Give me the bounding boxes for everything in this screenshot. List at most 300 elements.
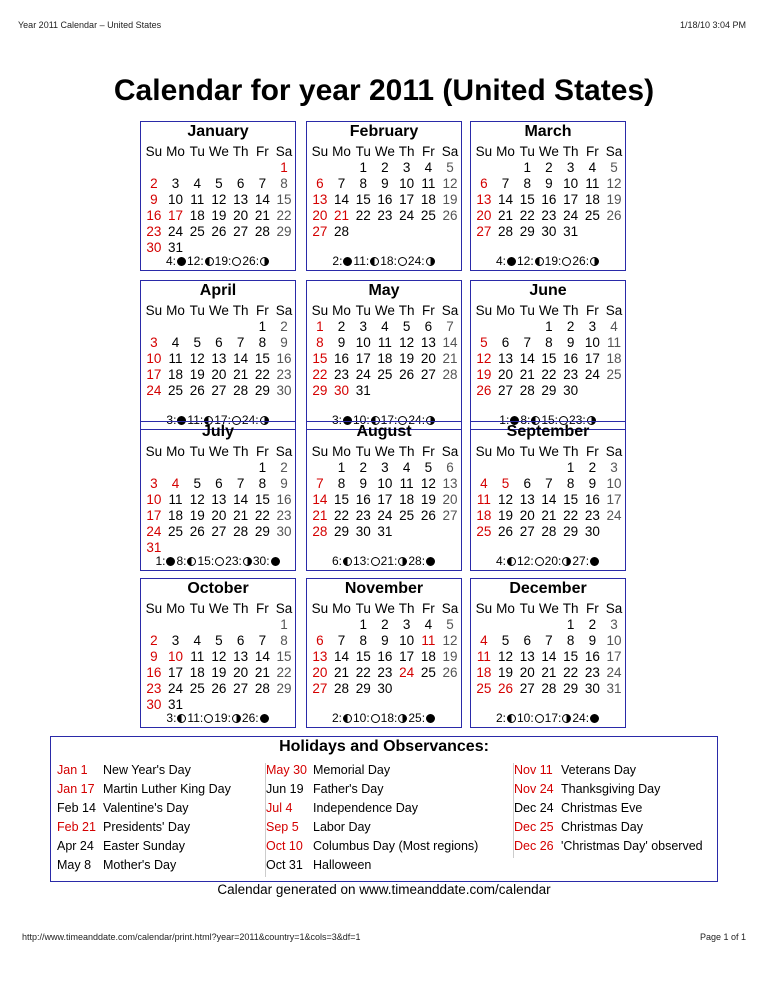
day-cell: 9 <box>588 633 597 648</box>
holiday-date: Feb 14 <box>57 801 96 815</box>
day-cell: 24 <box>606 665 622 680</box>
day-cell: 21 <box>498 208 514 223</box>
holiday-date: Oct 10 <box>266 839 303 853</box>
day-cell: 28 <box>233 524 249 539</box>
moon-phases <box>307 254 461 268</box>
day-cell: 8 <box>337 476 346 491</box>
day-cell: 6 <box>523 476 531 491</box>
moon-phase-date: 4: <box>495 254 506 268</box>
day-cell: 7 <box>545 633 553 648</box>
day-cell: 15 <box>276 192 292 207</box>
day-cell: 14 <box>233 351 249 366</box>
third-moon-icon <box>398 557 407 566</box>
month-january <box>140 121 296 271</box>
day-cell: 14 <box>312 492 328 507</box>
holiday-row <box>514 801 718 820</box>
weekday-label: Mo <box>166 303 185 318</box>
day-cell: 26 <box>420 508 436 523</box>
day-cell: 25 <box>476 681 492 696</box>
weekday-label: Th <box>562 444 579 459</box>
day-cell: 17 <box>399 192 415 207</box>
day-cell: 24 <box>377 508 393 523</box>
moon-phase-date: 8: <box>176 554 187 568</box>
holiday-date: May 8 <box>57 858 92 872</box>
moon-phases <box>307 711 461 725</box>
day-cell: 7 <box>258 633 267 648</box>
day-cell: 30 <box>541 224 557 239</box>
day-cell: 27 <box>519 681 535 696</box>
day-cell: 7 <box>501 176 510 191</box>
holiday-date: Feb 21 <box>57 820 96 834</box>
weekday-label: Su <box>311 444 329 459</box>
moon-phase-date: 8: <box>520 413 531 427</box>
day-cell: 1 <box>359 617 367 632</box>
moon-phase-date: 11: <box>187 413 204 427</box>
day-cell: 6 <box>523 633 531 648</box>
weekday-label: Sa <box>605 444 623 459</box>
weekday-label: Tu <box>355 444 371 459</box>
moon-phase-date: 19: <box>214 711 231 725</box>
day-cell: 16 <box>541 192 557 207</box>
weekday-label: Su <box>475 144 493 159</box>
day-cell: 18 <box>420 649 436 664</box>
day-cell: 25 <box>189 224 205 239</box>
moon-phase-date: 18: <box>380 711 398 725</box>
new-moon-icon <box>166 557 175 566</box>
moon-phase-date: 20: <box>544 554 562 568</box>
day-cell: 6 <box>316 633 324 648</box>
day-cell: 21 <box>233 367 249 382</box>
day-cell: 22 <box>254 508 270 523</box>
weekday-label: Tu <box>519 601 535 616</box>
day-cell: 9 <box>381 176 389 191</box>
holiday-date: Oct 31 <box>266 858 303 872</box>
weekday-label: Th <box>398 303 415 318</box>
day-cell: 25 <box>399 508 415 523</box>
day-cell: 4 <box>381 319 389 334</box>
moon-phases <box>141 711 295 725</box>
moon-phases <box>307 554 461 568</box>
moon-phase-date: 23: <box>225 554 242 568</box>
weekday-label: Fr <box>585 144 599 159</box>
holidays-column-2 <box>265 763 506 877</box>
day-cell: 21 <box>334 665 350 680</box>
day-cell: 6 <box>236 633 245 648</box>
day-cell: 27 <box>519 524 535 539</box>
day-cell: 6 <box>316 176 324 191</box>
day-cell: 2 <box>280 319 288 334</box>
weekday-label: We <box>538 444 559 459</box>
month-february <box>306 121 462 271</box>
day-cell: 17 <box>355 351 371 366</box>
day-cell: 20 <box>233 665 249 680</box>
moon-phase-date: 11: <box>353 254 370 268</box>
day-cell: 22 <box>541 367 557 382</box>
moon-phase-date: 24: <box>408 413 426 427</box>
day-cell: 11 <box>421 633 436 648</box>
holiday-name: Martin Luther King Day <box>103 782 231 796</box>
day-cell: 6 <box>215 335 223 350</box>
moon-phases <box>471 554 625 568</box>
day-cell: 1 <box>359 160 367 175</box>
day-cell: 16 <box>355 492 371 507</box>
day-cell: 7 <box>316 476 324 491</box>
month-july <box>140 421 296 571</box>
day-cell: 30 <box>584 524 600 539</box>
day-cell: 30 <box>276 524 292 539</box>
day-cell: 27 <box>312 224 328 239</box>
moon-phase-date: 17: <box>544 711 562 725</box>
day-cell: 4 <box>588 160 597 175</box>
moon-phase-date: 30: <box>252 554 270 568</box>
weekday-label: Sa <box>441 601 459 616</box>
day-cell: 27 <box>420 367 436 382</box>
day-cell: 4 <box>193 633 201 648</box>
weekday-label: We <box>374 144 395 159</box>
moon-phases <box>471 254 625 268</box>
day-cell: 2 <box>280 460 288 475</box>
day-cell: 23 <box>146 224 162 239</box>
day-cell: 19 <box>399 351 415 366</box>
page-header-title: Year 2011 Calendar – United States <box>18 20 162 30</box>
day-cell: 7 <box>236 335 245 350</box>
holiday-name: Mother's Day <box>103 858 177 872</box>
day-cell: 2 <box>381 617 389 632</box>
holiday-name: Halloween <box>313 858 372 872</box>
day-cell: 12 <box>606 176 622 191</box>
weekday-label: Sa <box>275 601 293 616</box>
moon-phase-date: 24: <box>407 254 425 268</box>
day-cell: 8 <box>258 335 267 350</box>
full-moon-icon <box>232 257 241 266</box>
day-cell: 13 <box>211 492 227 507</box>
day-cell: 20 <box>442 492 458 507</box>
day-cell: 5 <box>446 160 454 175</box>
day-cell: 12 <box>189 492 205 507</box>
weekday-label: We <box>208 444 229 459</box>
holiday-name: Christmas Eve <box>561 801 643 815</box>
day-cell: 20 <box>498 367 514 382</box>
day-cell: 15 <box>563 649 579 664</box>
day-cell: 22 <box>312 367 328 382</box>
day-cell: 13 <box>498 351 514 366</box>
weekday-label: Mo <box>496 601 515 616</box>
holiday-row <box>514 839 718 858</box>
day-cell: 26 <box>606 208 622 223</box>
day-cell: 13 <box>312 649 328 664</box>
day-cell: 3 <box>402 160 411 175</box>
day-cell: 3 <box>359 319 367 334</box>
day-cell: 25 <box>377 367 393 382</box>
moon-phase-date: 10: <box>352 413 370 427</box>
holiday-date: Sep 5 <box>266 820 299 834</box>
first-moon-icon <box>535 257 544 266</box>
day-cell: 25 <box>420 208 436 223</box>
day-cell: 24 <box>399 665 415 680</box>
new-moon-icon <box>343 257 352 266</box>
day-cell: 8 <box>359 176 367 191</box>
day-cell: 26 <box>442 665 458 680</box>
day-cell: 25 <box>168 524 184 539</box>
day-cell: 14 <box>541 492 557 507</box>
weekday-label: We <box>374 601 395 616</box>
day-cell: 8 <box>280 176 288 191</box>
day-cell: 13 <box>519 492 535 507</box>
first-moon-icon <box>343 714 352 723</box>
moon-phases <box>141 254 295 268</box>
day-cell: 2 <box>588 617 597 632</box>
weekday-label: We <box>538 144 559 159</box>
day-cell: 26 <box>476 383 492 398</box>
full-moon-icon <box>535 714 544 723</box>
moon-phase-date: 26: <box>572 254 590 268</box>
day-cell: 10 <box>606 476 622 491</box>
day-cell: 4 <box>610 319 618 334</box>
day-cell: 19 <box>442 649 458 664</box>
day-cell: 30 <box>146 240 162 255</box>
day-cell: 28 <box>541 524 557 539</box>
day-cell: 28 <box>233 383 249 398</box>
holiday-date: Nov 24 <box>514 782 554 796</box>
day-cell: 27 <box>233 224 249 239</box>
weekday-label: Su <box>475 444 493 459</box>
moon-phase-date: 13: <box>352 554 370 568</box>
weekday-label: Sa <box>275 444 293 459</box>
day-cell: 10 <box>146 492 162 507</box>
weekday-label: Tu <box>519 444 535 459</box>
day-cell: 15 <box>312 351 328 366</box>
holiday-date: May 30 <box>266 763 307 777</box>
day-cell: 24 <box>146 524 162 539</box>
day-cell: 5 <box>215 633 223 648</box>
new-moon-icon <box>426 557 435 566</box>
day-cell: 17 <box>584 351 600 366</box>
month-august <box>306 421 462 571</box>
day-cell: 23 <box>584 665 600 680</box>
day-cell: 3 <box>150 335 158 350</box>
first-moon-icon <box>205 257 214 266</box>
holidays-column-1 <box>57 763 257 877</box>
moon-phase-date: 19: <box>544 254 562 268</box>
new-moon-icon <box>426 714 435 723</box>
day-cell: 13 <box>420 335 436 350</box>
weekday-label: Tu <box>355 144 371 159</box>
day-cell: 30 <box>146 697 162 712</box>
weekday-label: Fr <box>585 303 599 318</box>
holiday-row <box>514 820 718 839</box>
first-moon-icon <box>187 557 196 566</box>
weekday-label: Sa <box>441 144 459 159</box>
day-cell: 29 <box>355 681 371 696</box>
day-cell: 21 <box>254 665 270 680</box>
day-cell: 9 <box>150 649 158 664</box>
full-moon-icon <box>371 557 380 566</box>
weekday-label: Tu <box>189 303 205 318</box>
day-cell: 13 <box>519 649 535 664</box>
weekday-label: Th <box>398 144 415 159</box>
day-cell: 25 <box>189 681 205 696</box>
day-cell: 8 <box>566 633 575 648</box>
day-cell: 19 <box>476 367 492 382</box>
day-cell: 23 <box>276 508 292 523</box>
day-cell: 23 <box>377 665 393 680</box>
page-title: Calendar for year 2011 (United States) <box>113 74 655 107</box>
day-cell: 26 <box>211 224 227 239</box>
day-cell: 26 <box>189 524 205 539</box>
day-cell: 22 <box>355 208 371 223</box>
day-cell: 22 <box>563 508 579 523</box>
holiday-row <box>57 782 257 801</box>
day-cell: 29 <box>254 383 270 398</box>
holiday-row <box>57 820 257 839</box>
day-cell: 1 <box>280 160 288 175</box>
day-cell: 13 <box>233 192 249 207</box>
day-cell: 5 <box>480 335 488 350</box>
day-cell: 5 <box>446 617 454 632</box>
day-cell: 16 <box>334 351 350 366</box>
day-cell: 4 <box>193 176 201 191</box>
moon-phase-date: 15: <box>197 554 215 568</box>
month-may <box>306 280 462 430</box>
day-cell: 12 <box>189 351 205 366</box>
holidays-column-3 <box>513 763 718 858</box>
day-cell: 18 <box>476 665 492 680</box>
holiday-date: Apr 24 <box>57 839 94 853</box>
day-cell: 1 <box>337 460 346 475</box>
day-cell: 17 <box>606 492 622 507</box>
weekday-label: Th <box>232 144 249 159</box>
day-cell: 5 <box>610 160 618 175</box>
new-moon-icon <box>507 257 516 266</box>
holiday-date: Jul 4 <box>266 801 293 815</box>
moon-phase-date: 19: <box>214 254 232 268</box>
third-moon-icon <box>562 557 571 566</box>
weekday-label: Fr <box>255 601 269 616</box>
third-moon-icon <box>243 557 252 566</box>
moon-phase-date: 3: <box>166 711 177 725</box>
new-moon-icon <box>260 714 269 723</box>
day-cell: 20 <box>519 508 535 523</box>
day-cell: 10 <box>377 476 393 491</box>
moon-phase-date: 2: <box>495 711 506 725</box>
day-cell: 9 <box>588 476 597 491</box>
day-cell: 21 <box>541 665 557 680</box>
weekday-label: Su <box>475 601 493 616</box>
page-header-timestamp: 1/18/10 3:04 PM <box>679 20 746 30</box>
new-moon-icon <box>590 714 599 723</box>
month-name: August <box>356 423 412 440</box>
day-cell: 19 <box>498 508 514 523</box>
holiday-date: Jun 19 <box>266 782 304 796</box>
holiday-name: Memorial Day <box>313 763 391 777</box>
moon-phase-date: 24: <box>241 413 259 427</box>
day-cell: 24 <box>563 208 579 223</box>
month-october <box>140 578 296 728</box>
day-cell: 30 <box>334 383 350 398</box>
new-moon-icon <box>590 557 599 566</box>
day-cell: 18 <box>189 665 205 680</box>
day-cell: 29 <box>563 524 579 539</box>
day-cell: 16 <box>584 649 600 664</box>
weekday-label: Tu <box>519 303 535 318</box>
day-cell: 7 <box>337 176 346 191</box>
day-cell: 7 <box>337 633 346 648</box>
day-cell: 31 <box>377 524 393 539</box>
day-cell: 31 <box>355 383 371 398</box>
new-moon-icon <box>271 557 280 566</box>
full-moon-icon <box>215 557 224 566</box>
weekday-label: Su <box>311 144 329 159</box>
day-cell: 14 <box>254 192 270 207</box>
weekday-label: Mo <box>166 144 185 159</box>
day-cell: 17 <box>377 492 393 507</box>
weekday-label: Th <box>398 601 415 616</box>
moon-phase-date: 26: <box>241 711 259 725</box>
weekday-label: Mo <box>332 601 351 616</box>
moon-phases <box>141 554 295 568</box>
day-cell: 31 <box>563 224 579 239</box>
day-cell: 22 <box>276 208 292 223</box>
moon-phase-date: 17: <box>380 413 398 427</box>
day-cell: 24 <box>606 508 622 523</box>
third-moon-icon <box>232 714 241 723</box>
day-cell: 14 <box>233 492 249 507</box>
day-cell: 9 <box>337 335 346 350</box>
day-cell: 27 <box>498 383 514 398</box>
day-cell: 23 <box>276 367 292 382</box>
day-cell: 8 <box>523 176 531 191</box>
day-cell: 3 <box>171 633 180 648</box>
day-cell: 19 <box>420 492 436 507</box>
day-cell: 24 <box>355 367 371 382</box>
weekday-label: Mo <box>332 144 351 159</box>
weekday-label: Su <box>145 444 163 459</box>
day-cell: 1 <box>258 460 267 475</box>
moon-phase-date: 11: <box>187 711 204 725</box>
day-cell: 15 <box>276 649 292 664</box>
month-name: March <box>524 123 572 140</box>
third-moon-icon <box>398 714 407 723</box>
holiday-row <box>266 801 506 820</box>
month-name: June <box>529 282 567 299</box>
day-cell: 20 <box>476 208 492 223</box>
day-cell: 10 <box>606 633 622 648</box>
weekday-label: Tu <box>355 601 371 616</box>
day-cell: 28 <box>519 383 535 398</box>
day-cell: 9 <box>359 476 367 491</box>
day-cell: 1 <box>280 617 288 632</box>
weekday-label: Su <box>145 144 163 159</box>
day-cell: 8 <box>316 335 324 350</box>
day-cell: 22 <box>276 665 292 680</box>
month-name: October <box>187 580 249 597</box>
day-cell: 13 <box>233 649 249 664</box>
day-cell: 29 <box>312 383 328 398</box>
day-cell: 4 <box>171 335 180 350</box>
day-cell: 29 <box>563 681 579 696</box>
page-footer-url: http://www.timeanddate.com/calendar/print.html?year=2011&country=1&cols=3&df=1 <box>22 932 361 942</box>
day-cell: 7 <box>236 476 245 491</box>
day-cell: 2 <box>337 319 346 334</box>
moon-phase-date: 2: <box>332 254 343 268</box>
day-cell: 16 <box>276 351 292 366</box>
day-cell: 5 <box>193 335 201 350</box>
day-cell: 27 <box>211 383 227 398</box>
day-cell: 20 <box>312 208 328 223</box>
day-cell: 22 <box>355 665 371 680</box>
moon-phase-date: 25: <box>408 711 426 725</box>
day-cell: 6 <box>446 460 454 475</box>
